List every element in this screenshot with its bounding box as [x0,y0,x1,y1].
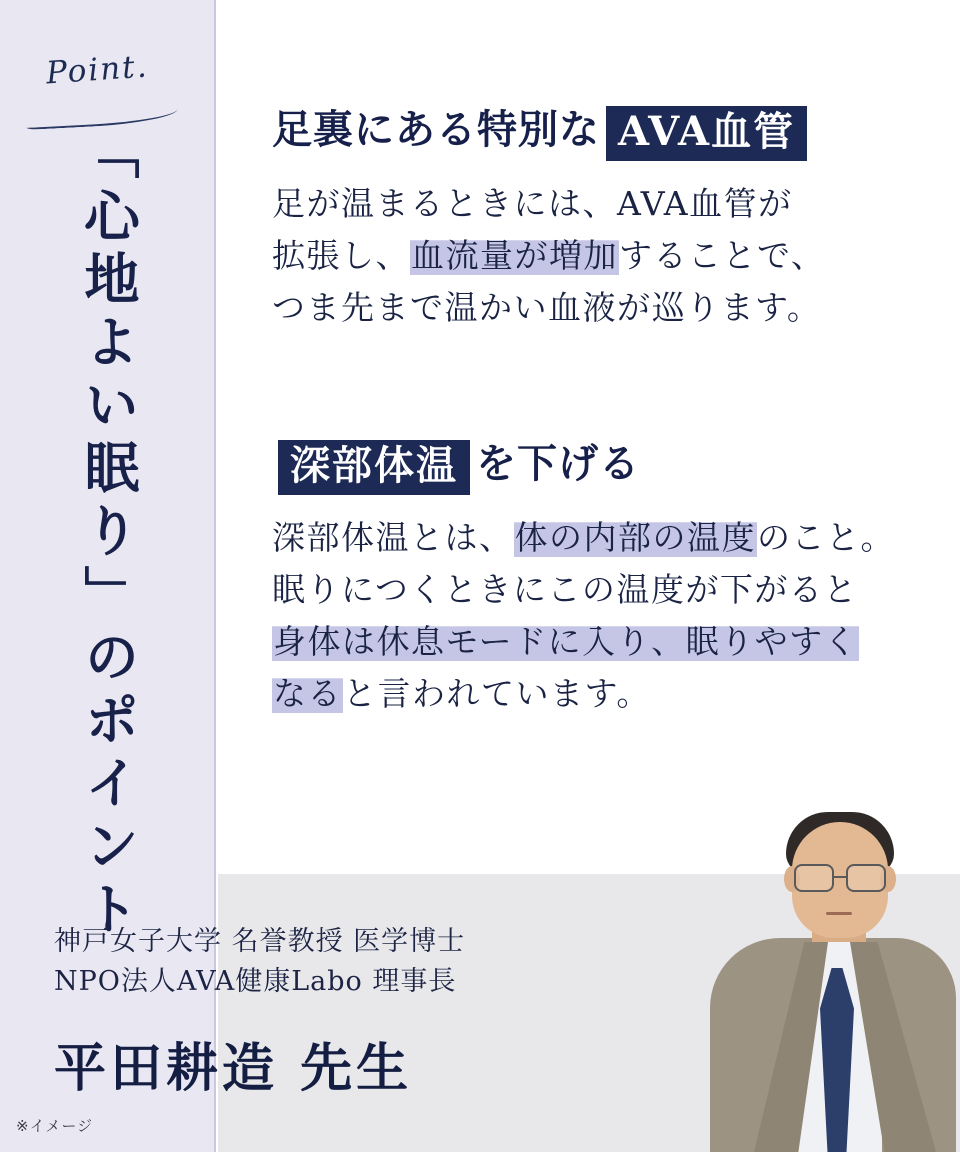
section2-heading-suffix: を下げる [476,440,640,487]
section1-heading-chip: AVA血管 [606,106,807,161]
doctor-portrait-photo [700,792,960,1152]
section2-heading [272,432,640,495]
doctor-glasses-bridge [834,876,846,878]
section2-body-part-1: 体の内部の温度 [514,518,756,557]
section2-body-part-6: と言われています。 [343,674,651,714]
section1-heading [272,98,813,161]
section1-body-part-2: 血流量が増加 [411,236,618,276]
section2-body-part-0: 深部体温とは、 [272,518,514,557]
credit-affiliation [54,922,465,1002]
doctor-glasses-right-lens [846,864,886,892]
section1-body-part-0: 足が温まるときには、AVA血管が [272,184,793,223]
section2-body-part-5: なる [273,674,342,714]
section2-heading-chip: 深部体温 [278,440,470,495]
section1-body-part-3: することで、 [619,236,826,276]
section1-heading-prefix: 足裏にある特別な [272,106,600,153]
section1-body-part-4: つま先まで温かい血液が巡ります。 [272,288,822,328]
section2-body-part-4: 身体は休息モードに入り、眠りやすく [273,622,859,662]
credit-affiliation-line-2: NPO法人AVA健康Labo 理事長 [54,965,457,997]
doctor-glasses-left-lens [794,864,834,892]
section2-body [272,512,932,721]
section2-body-part-2: のこと。 [757,518,895,557]
section1-body [272,178,932,334]
credit-affiliation-line-1: 神戸女子大学 名誉教授 医学博士 [54,926,466,957]
doctor-mouth [826,912,852,915]
section1-body-part-1: 拡張し、 [272,236,410,276]
sidebar-vertical-title-text: 「心地よい眠り」のポイント [75,124,141,943]
image-disclaimer-note: ※イメージ [16,1117,94,1135]
point-script-label: Point. [44,48,150,92]
section2-body-part-3: 眠りにつくときにこの温度が下がると [272,570,858,610]
credit-person-name: 平田耕造 先生 [54,1038,413,1099]
credit-band [218,874,960,1152]
